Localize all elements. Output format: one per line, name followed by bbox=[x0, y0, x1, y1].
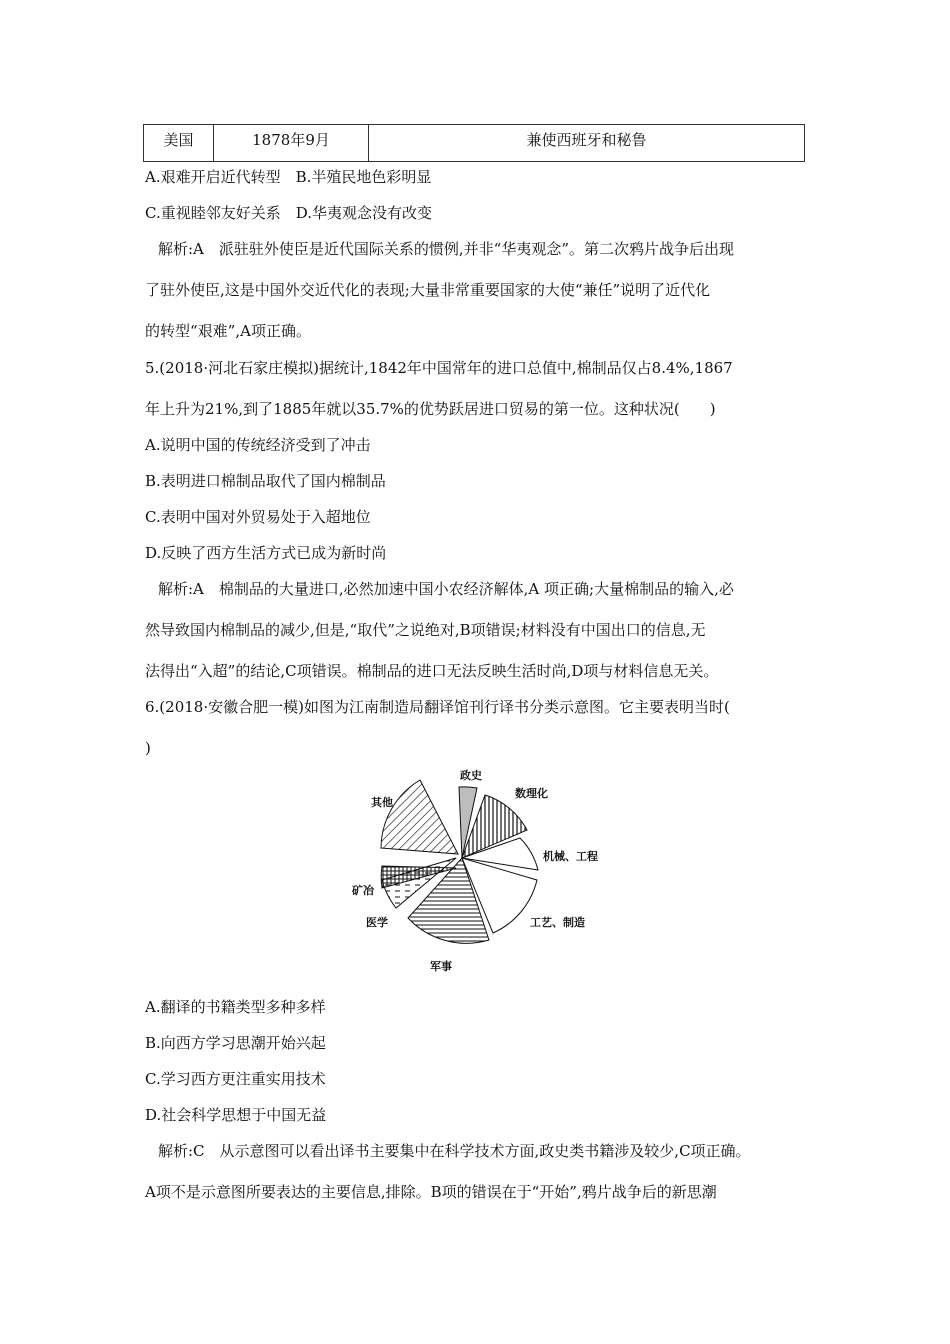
q6-option-b: B.向西方学习思潮开始兴起 bbox=[145, 1034, 326, 1052]
q6-stem-line: 6.(2018·安徽合肥一模)如图为江南制造局翻译馆刊行译书分类示意图。它主要表明当时( bbox=[145, 698, 730, 716]
q4-analysis-line: 解析:A 派驻驻外使臣是近代国际关系的惯例,并非“华夷观念”。第二次鸦片战争后出现 bbox=[158, 240, 734, 258]
q5-analysis-line: 然导致国内棉制品的减少,但是,“取代”之说绝对,B项错误;材料没有中国出口的信息,无 bbox=[145, 621, 706, 639]
q4-options-ab: A.艰难开启近代转型 B.半殖民地色彩明显 bbox=[145, 168, 432, 186]
country-cell: 美国 bbox=[144, 125, 214, 161]
label-zhengshi: 政史 bbox=[460, 769, 482, 782]
q4-analysis-line: 了驻外使臣,这是中国外交近代化的表现;大量非常重要国家的大使“兼任”说明了近代化 bbox=[145, 281, 711, 299]
label-qita: 其他 bbox=[371, 796, 393, 809]
label-yixue: 医学 bbox=[366, 916, 388, 929]
label-jixie: 机械、工程 bbox=[543, 850, 598, 863]
q6-option-a: A.翻译的书籍类型多种多样 bbox=[145, 998, 326, 1016]
q4-options-cd: C.重视睦邻友好关系 D.华夷观念没有改变 bbox=[145, 204, 432, 222]
q5-option-d: D.反映了西方生活方式已成为新时尚 bbox=[145, 544, 387, 562]
q5-option-a: A.说明中国的传统经济受到了冲击 bbox=[145, 436, 371, 454]
q6-option-c: C.学习西方更注重实用技术 bbox=[145, 1070, 326, 1088]
translated-books-pie-figure bbox=[330, 757, 620, 982]
pie-slice-qita bbox=[381, 780, 458, 854]
note-cell: 兼使西班牙和秘鲁 bbox=[526, 131, 647, 149]
date-cell: 1878年9月 bbox=[214, 125, 369, 161]
q5-option-b: B.表明进口棉制品取代了国内棉制品 bbox=[145, 472, 386, 490]
q5-stem-line: 5.(2018·河北石家庄模拟)据统计,1842年中国常年的进口总值中,棉制品仅占8.4%,1867 bbox=[145, 359, 733, 377]
q6-option-d: D.社会科学思想于中国无益 bbox=[145, 1106, 327, 1124]
q5-option-c: C.表明中国对外贸易处于入超地位 bbox=[145, 508, 371, 526]
embassy-table-row bbox=[143, 124, 805, 162]
q5-stem-line: 年上升为21%,到了1885年就以35.7%的优势跃居进口贸易的第一位。这种状况( ) bbox=[145, 400, 716, 418]
q6-analysis-line: A项不是示意图所要表达的主要信息,排除。B项的错误在于“开始”,鸦片战争后的新思潮 bbox=[145, 1183, 717, 1201]
q6-analysis-line: 解析:C 从示意图可以看出译书主要集中在科学技术方面,政史类书籍涉及较少,C项正确。 bbox=[158, 1142, 751, 1160]
label-kuangye: 矿冶 bbox=[352, 884, 374, 897]
q6-stem-line: ) bbox=[145, 739, 151, 757]
q5-analysis-line: 解析:A 棉制品的大量进口,必然加速中国小农经济解体,A 项正确;大量棉制品的输入,必 bbox=[158, 580, 734, 598]
label-gongyi: 工艺、制造 bbox=[530, 916, 585, 929]
label-shulihua: 数理化 bbox=[515, 787, 548, 800]
q5-analysis-line: 法得出“入超”的结论,C项错误。棉制品的进口无法反映生活时尚,D项与材料信息无关。 bbox=[145, 662, 719, 680]
q4-analysis-line: 的转型“艰难”,A项正确。 bbox=[145, 322, 311, 340]
label-junshi: 军事 bbox=[430, 960, 452, 973]
